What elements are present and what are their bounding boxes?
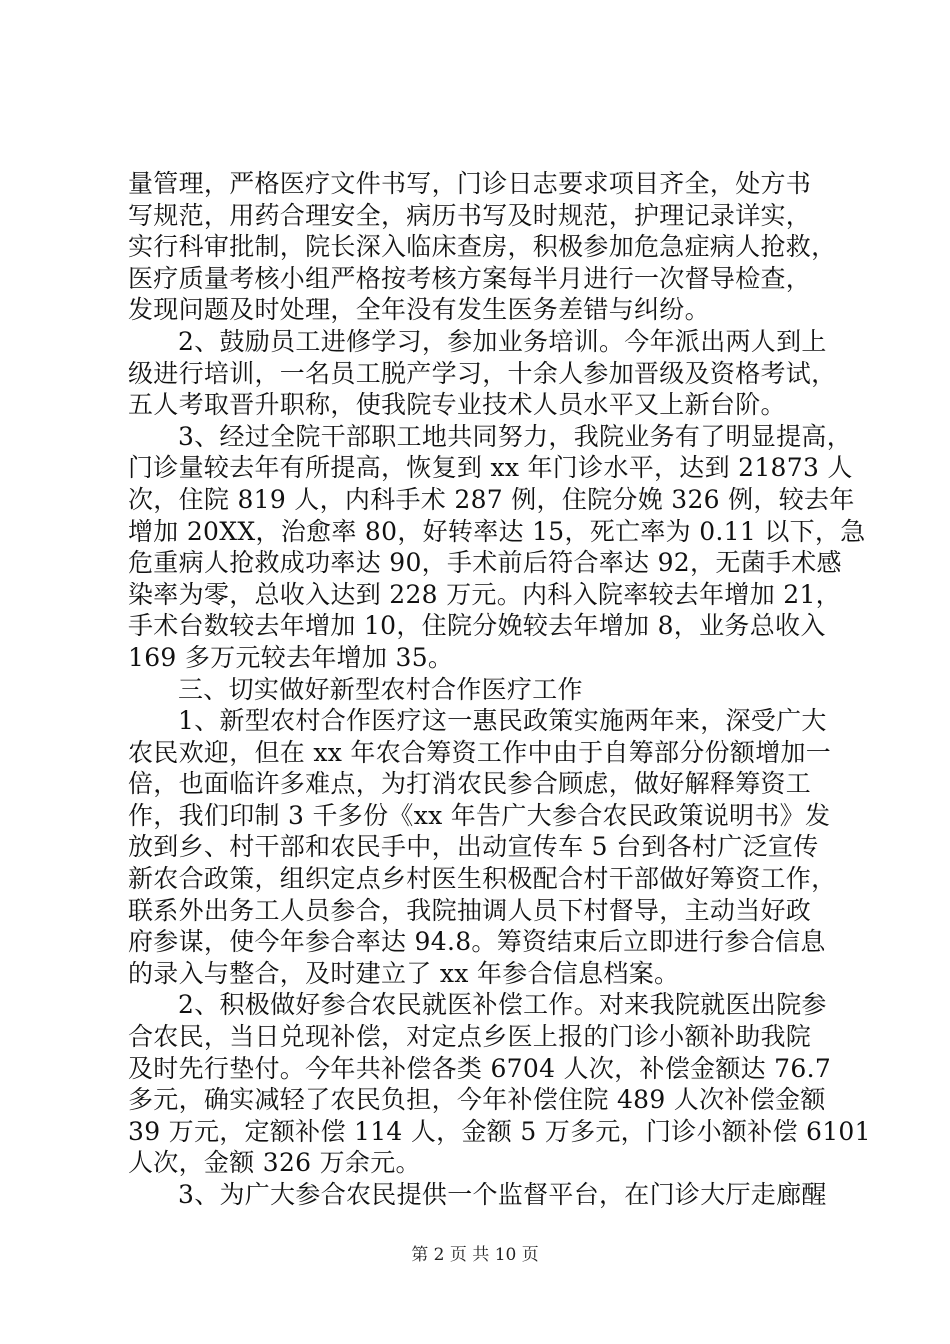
document-body [128,168,871,1211]
text-line: 写规范，用药合理安全，病历书写及时规范，护理记录详实， [128,200,812,230]
text-line: 联系外出务工人员参合，我院抽调人员下村督导，主动当好政 [128,895,812,925]
text-line: 及时先行垫付。今年共补偿各类 6704 人次，补偿金额达 76.7 [128,1053,832,1083]
text-line: 合农民，当日兑现补偿，对定点乡医上报的门诊小额补助我院 [128,1022,812,1052]
text-line: 手术台数较去年增加 10，住院分娩较去年增加 8，业务总收入 [128,611,826,641]
paragraph-start-line: 2、鼓励员工进修学习，参加业务培训。今年派出两人到上 [178,326,827,356]
text-line: 放到乡、村干部和农民手中，出动宣传车 5 台到各村广泛宣传 [128,832,819,862]
text-line: 门诊量较去年有所提高，恢复到 xx 年门诊水平，达到 21873 人 [128,453,853,483]
paragraph-start-line: 2、积极做好参合农民就医补偿工作。对来我院就医出院参 [178,990,827,1020]
text-line: 的录入与整合，及时建立了 xx 年参合信息档案。 [128,958,680,988]
text-line: 农民欢迎，但在 xx 年农合筹资工作中由于自筹部分份额增加一 [128,737,832,767]
paragraph-start-line: 1、新型农村合作医疗这一惠民政策实施两年来，深受广大 [178,706,827,736]
text-line: 医疗质量考核小组严格按考核方案每半月进行一次督导检查， [128,263,812,293]
text-line: 增加 20XX，治愈率 80，好转率达 15，死亡率为 0.11 以下，急 [128,516,866,546]
text-line: 作，我们印制 3 千多份《xx 年告广大参合农民政策说明书》发 [128,800,831,830]
text-line: 级进行培训，一名员工脱产学习，十余人参加晋级及资格考试， [128,358,837,388]
text-line: 次，住院 819 人，内科手术 287 例，住院分娩 326 例，较去年 [128,484,855,514]
text-line: 府参谋，使今年参合率达 94.8。筹资结束后立即进行参合信息 [128,927,826,957]
paragraph-start-line: 3、经过全院干部职工地共同努力，我院业务有了明显提高， [178,421,853,451]
text-line: 倍，也面临许多难点，为打消农民参合顾虑，做好解释筹资工 [128,769,812,799]
paragraph-start-line: 3、为广大参合农民提供一个监督平台，在门诊大厅走廊醒 [178,1180,827,1209]
text-line: 发现问题及时处理，全年没有发生医务差错与纠纷。 [128,295,710,325]
section-heading: 三、切实做好新型农村合作医疗工作 [178,674,583,704]
text-line: 五人考取晋升职称，使我院专业技术人员水平又上新台阶。 [128,390,786,420]
text-line: 实行科审批制，院长深入临床查房，积极参加危急症病人抢救， [128,232,837,262]
text-line: 量管理，严格医疗文件书写，门诊日志要求项目齐全，处方书 [128,169,812,198]
text-line: 39 万元，定额补偿 114 人，金额 5 万多元，门诊小额补偿 6101 [128,1116,871,1146]
text-line: 169 多万元较去年增加 35。 [128,642,454,672]
text-line: 人次，金额 326 万余元。 [128,1148,421,1178]
text-line: 新农合政策，组织定点乡村医生积极配合村干部做好筹资工作， [128,864,837,894]
text-line: 危重病人抢救成功率达 90，手术前后符合率达 92，无菌手术感 [128,548,842,578]
page-number-footer: 第 2 页 共 10 页 [411,1245,539,1265]
text-line: 染率为零，总收入达到 228 万元。内科入院率较去年增加 21， [128,579,841,609]
text-line: 多元，确实减轻了农民负担，今年补偿住院 489 人次补偿金额 [128,1085,826,1115]
